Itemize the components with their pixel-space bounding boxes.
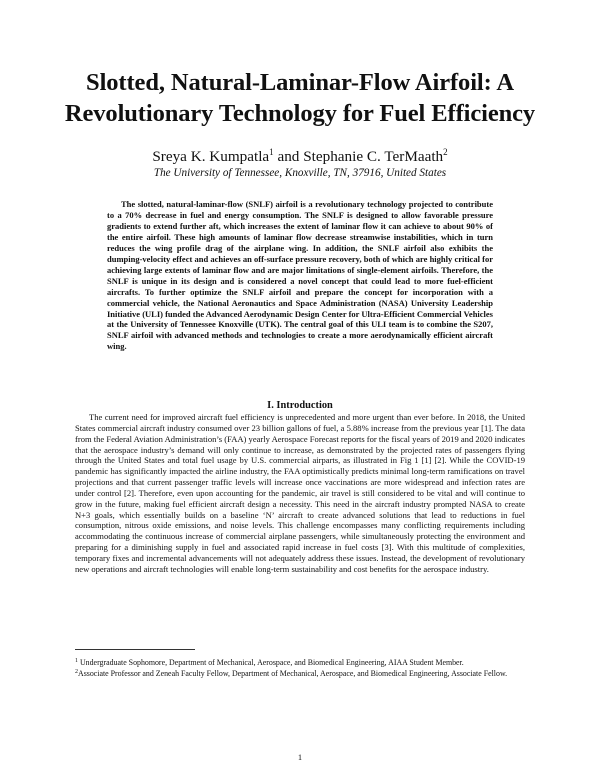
footnote-divider (75, 649, 195, 650)
footnotes (75, 658, 525, 681)
footnote-2-mark: 2 (75, 669, 78, 676)
author-2-footnote-mark: 2 (443, 147, 448, 157)
section-heading-introduction: I. Introduction (267, 400, 333, 411)
author-line (40, 147, 560, 166)
author-affiliation: The University of Tennessee, Knoxville, TN, 37916, United States (153, 167, 447, 179)
footnote-1-text: Undergraduate Sophomore, Department of Mechanical, Aerospace, and Biomedical Engineering, AIAA Student Member. (78, 658, 464, 667)
footnote-1 (75, 658, 525, 668)
page-number: 1 (297, 752, 303, 762)
author-1-name: Sreya K. Kumpatla (152, 148, 270, 165)
author-2-name: Stephanie C. TerMaath (303, 148, 444, 165)
footnote-2-text: Associate Professor and Zeneah Faculty Fellow, Department of Mechanical, Aerospace, and Biomedical Engineering, Associate Fellow. (78, 669, 508, 679)
paper-title: Slotted, Natural-Laminar-Flow Airfoil: A Revolutionary Technology for Fuel Efficiency (64, 69, 536, 127)
author-connector: and (273, 148, 304, 165)
introduction-paragraph: The current need for improved aircraft fuel efficiency is unprecedented and more urgent than ever before. In 2018, the United States commercial aircraft industry consumed over 23 billion gallons of fuel, a 5.88% increase from the previous year [1]. The data from the Federal Aviation Administration’s (FAA) yearly Aerospace Forecast reports for the fiscal years of 2019 and 2020 indicates that the aerospace industry’s demand will only continue to increase, as demonstrated by the projected rates of passengers flying through the United States and total fuel usage by U.S. commercial airparts, as illustrated in Fig 1 [1] [2]. While the COVID-19 pandemic has significantly impacted the airline industry, the FAA optimistically predicts minimal long-term ramifications on travel projections and that current passenger traffic levels will increase once vaccinations are more widespread and infection rates are under control [2]. Therefore, even upon accounting for the pandemic, air travel is still considered to be vital and will continue to grow in the future, making fuel efficient aircraft design a necessity. This need in the aircraft industry prompted NASA to create N+3 goals, which essentially builds on a baseline ‘N’ aircraft to create advanced solutions that lead to reductions in fuel consumption, nitrous oxide emissions, and noise levels. This challenge encompasses many conflicting requirements including accommodating the continuous increase of commercial airplane passengers, while simultaneously protecting the environment and preparing for a diminishing supply in fuel and associated rapid increase in fuel costs [3]. With this multitude of complexities, temporary fixes and incremental advancements will not adequately address these issues. Instead, the development of revolutionary new operations and aircraft technologies will enable long-term sustainability and cost benefits for the aerospace industry. (75, 412, 525, 574)
author-1-footnote-mark: 1 (269, 147, 274, 157)
footnote-1-mark: 1 (75, 658, 78, 664)
abstract: The slotted, natural-laminar-flow (SNLF) airfoil is a revolutionary technology projected to contribute to a 70% decrease in fuel and energy consumption. The SNLF is designed to allow favorable pressure gradients to extend further aft, which increases the extent of laminar flow it can achieve to about 90% of the entire airfoil. These high amounts of laminar flow decrease streamwise instabilities, which in turn reduces the wing profile drag of the airplane wing. In addition, the SNLF airfoil also exhibits the dumping-velocity effect and achieves an off-surface pressure recovery, both of which are highly critical for achieving large extents of laminar flow and are major limitations of single-element airfoils. Therefore, the SNLF is unique in its design and is considered a novel concept that could lead to more fuel-efficient aircrafts. To further optimize the SNLF airfoil and prepare the concept for incorporation with a commercial vehicle, the National Aeronautics and Space Administration (NASA) University Leadership Initiative (ULI) funded the Advanced Aerodynamic Design Center for Ultra-Efficient Commercial Vehicles at the University of Tennessee Knoxville (UTK). The central goal of this ULI team is to combine the S207, SNLF airfoil with advanced methods and technologies to create a more aerodynamically efficient aircraft wing. (107, 199, 493, 352)
footnote-2 (75, 669, 525, 679)
